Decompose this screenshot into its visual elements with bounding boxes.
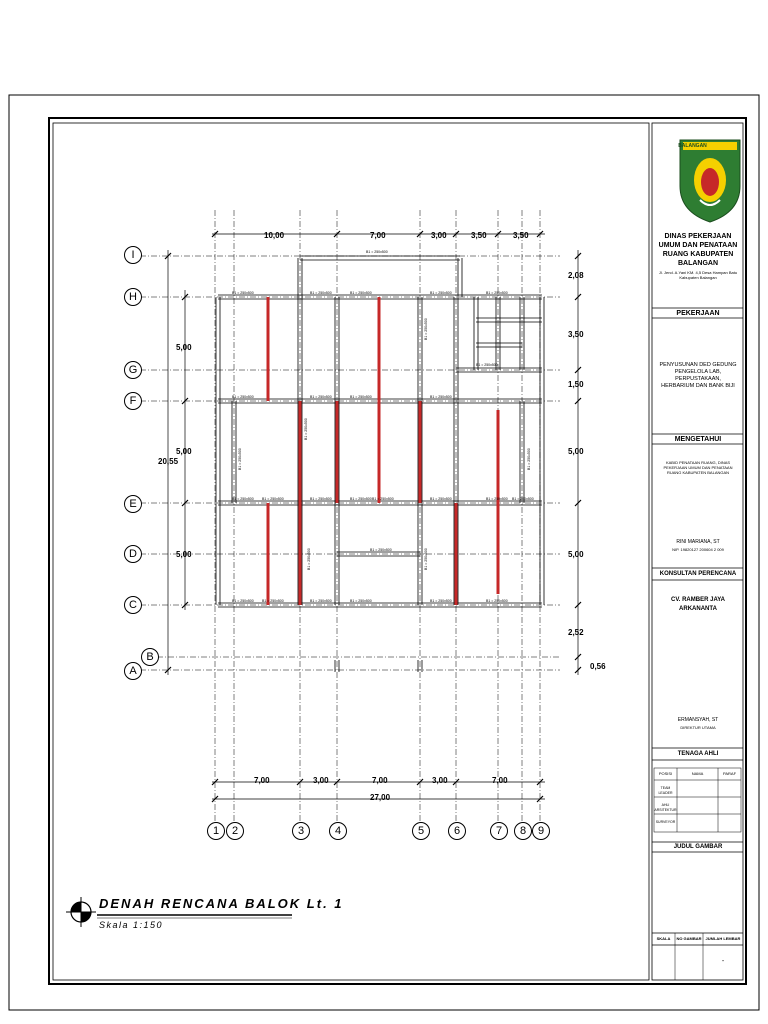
grid-bubble-row-i: I xyxy=(124,246,142,264)
ta-col-nama: NAMA xyxy=(691,771,704,776)
beam-labels xyxy=(232,250,534,603)
bottom-dim-2: 3,00 xyxy=(313,776,329,785)
mengetahui-nip: NIP. 19820127 200604 2 009 xyxy=(672,547,724,552)
beam-label: B1 = 250x500 xyxy=(512,497,534,501)
grid-bubble-row-g: G xyxy=(124,361,142,379)
grid-bubble-col-1: 1 xyxy=(207,822,225,840)
grid-bubble-col-8: 8 xyxy=(514,822,532,840)
beam-label: B1 = 250x500 xyxy=(430,291,452,295)
beam-label: B1 = 250x500 xyxy=(310,497,332,501)
grid-bubble-row-b: B xyxy=(141,648,159,666)
top-dim-2: 7,00 xyxy=(370,231,386,240)
konsultan-name: CV. RAMBER JAYA ARKANANTA xyxy=(670,597,726,612)
grid-bubble-col-4: 4 xyxy=(329,822,347,840)
beam-label: B1 = 250x500 xyxy=(310,599,332,603)
agency-name: DINAS PEKERJAAN UMUM DAN PENATAAN RUANG KABUPATEN BALANGAN xyxy=(658,233,738,267)
grid-bubble-col-3: 3 xyxy=(292,822,310,840)
top-dim-5: 3,50 xyxy=(513,231,529,240)
secondary-beam xyxy=(378,401,381,503)
tenaga-ahli-header: TENAGA AHLI xyxy=(677,751,719,757)
inner-border xyxy=(49,118,746,984)
right-dim-6: 2,52 xyxy=(568,628,584,637)
beam-label: B1 = 250x500 xyxy=(527,448,531,470)
beam-label: B1 = 250x500 xyxy=(232,599,254,603)
ta-row-team-leader: TEAM LEADER xyxy=(658,786,673,795)
bottom-dim-5: 7,00 xyxy=(492,776,508,785)
red-beam-lines xyxy=(267,297,500,605)
grid-bubble-row-d: D xyxy=(124,545,142,563)
beam-label: B1 = 250x500 xyxy=(310,395,332,399)
balangan-logo-icon xyxy=(680,140,740,222)
mengetahui-name: RINI MARIANA, ST xyxy=(676,539,720,545)
secondary-beam xyxy=(336,401,339,503)
ta-row-surveyor: SURVEYOR xyxy=(655,820,676,824)
pekerjaan-text: PENYUSUNAN DED GEDUNG PENGELOLA LAB, PERPUSTAKAAN, HERBARIUM DAN BANK BIJI xyxy=(659,362,737,389)
grid-bubble-col-9: 9 xyxy=(532,822,550,840)
top-dim-4: 3,50 xyxy=(471,231,487,240)
beam-label: B1 = 250x500 xyxy=(350,291,372,295)
left-dim-2: 5,00 xyxy=(176,447,192,456)
footer-no-gambar: NO GAMBAR xyxy=(676,936,702,941)
bottom-dim-3: 7,00 xyxy=(372,776,388,785)
ta-row-arsitektur: AHLI ARSITEKTUR xyxy=(654,803,677,812)
footer-jumlah-lembar: JUMLAH LEMBAR xyxy=(705,936,741,941)
beam-label: B1 = 250x500 xyxy=(350,395,372,399)
ta-col-posisi: POSISI xyxy=(658,771,673,776)
right-dim-5: 5,00 xyxy=(568,550,584,559)
beam-label: B1 = 250x500 xyxy=(372,497,394,501)
drawing-frame xyxy=(53,123,649,980)
beam-label: B1 = 250x500 xyxy=(307,548,311,570)
agency-address: Jl. Jend. A.Yani KM. 4,5 Desa Hampan Batu Kabupaten Balangan xyxy=(658,270,738,280)
right-dim-7: 0,56 xyxy=(590,662,606,671)
beam-label: B1 = 250x500 xyxy=(486,599,508,603)
logo-text: BALANGAN xyxy=(678,143,707,149)
beam-label: B1 = 250x500 xyxy=(476,363,498,367)
grid-bubble-row-a: A xyxy=(124,662,142,680)
left-dim-3: 5,00 xyxy=(176,550,192,559)
beam-label: B1 = 250x500 xyxy=(486,291,508,295)
grid-bubble-col-7: 7 xyxy=(490,822,508,840)
pekerjaan-header: PEKERJAAN xyxy=(676,310,720,317)
beam-label: B1 = 250x500 xyxy=(486,497,508,501)
grid-bubble-row-c: C xyxy=(124,596,142,614)
scale-label: Skala 1:150 xyxy=(99,920,164,930)
drawing-title: DENAH RENCANA BALOK Lt. 1 xyxy=(99,896,344,911)
beam-label: B1 = 250x500 xyxy=(350,599,372,603)
secondary-beam xyxy=(299,401,302,503)
grid-bubble-row-f: F xyxy=(124,392,142,410)
beam-label: B1 = 250x500 xyxy=(430,599,452,603)
judul-gambar-header: JUDUL GAMBAR xyxy=(673,844,723,850)
konsultan-person: ERMANSYAH, ST xyxy=(677,717,719,723)
beam-label: B1 = 250x500 xyxy=(238,448,242,470)
beam-label: B1 = 250x500 xyxy=(350,497,372,501)
beam-label: B1 = 250x500 xyxy=(304,418,308,440)
secondary-beam xyxy=(299,503,302,605)
right-dim-3: 1,50 xyxy=(568,380,584,389)
secondary-beam xyxy=(497,410,500,594)
beam-label: B1 = 250x500 xyxy=(262,497,284,501)
left-dim-1: 5,00 xyxy=(176,343,192,352)
secondary-beam xyxy=(267,510,270,605)
beam-label: B1 = 250x500 xyxy=(370,548,392,552)
bottom-total-dim: 27,00 xyxy=(370,793,391,802)
right-dim-2: 3,50 xyxy=(568,330,584,339)
left-total-dim: 20,55 xyxy=(158,457,179,466)
beam-label: B1 = 250x500 xyxy=(232,291,254,295)
secondary-beam xyxy=(455,503,458,605)
grid-bubble-col-2: 2 xyxy=(226,822,244,840)
beam-label: B1 = 250x500 xyxy=(310,291,332,295)
grid-bubble-col-5: 5 xyxy=(412,822,430,840)
top-dim-3: 3,00 xyxy=(431,231,447,240)
secondary-beam xyxy=(378,297,381,401)
mengetahui-role: KABID PENATAAN RUANG, DINAS PEKERJAAN UMUM DAN PENATAAN RUANG KABUPATEN BALANGAN xyxy=(663,460,733,475)
grid-bubble-row-e: E xyxy=(124,495,142,513)
grid-bubble-col-6: 6 xyxy=(448,822,466,840)
north-symbol-icon xyxy=(66,897,96,927)
footer-skala: SKALA xyxy=(656,936,671,941)
beam-label: B1 = 250x500 xyxy=(366,250,388,254)
beam-label: B1 = 250x500 xyxy=(424,548,428,570)
beam-label: B1 = 250x500 xyxy=(262,599,284,603)
bottom-dim-4: 3,00 xyxy=(432,776,448,785)
beam-label: B1 = 250x500 xyxy=(424,318,428,340)
bottom-dim-1: 7,00 xyxy=(254,776,270,785)
mengetahui-header: MENGETAHUI xyxy=(674,436,722,443)
beam-label: B1 = 250x500 xyxy=(232,395,254,399)
right-dim-1: 2,08 xyxy=(568,271,584,280)
grid-bubble-row-h: H xyxy=(124,288,142,306)
footer-value: - xyxy=(721,958,725,965)
ta-col-paraf: PARAF xyxy=(722,771,737,776)
secondary-beam xyxy=(419,401,422,503)
right-dim-4: 5,00 xyxy=(568,447,584,456)
secondary-beam xyxy=(267,297,270,401)
dimension-lines xyxy=(165,231,581,802)
top-dim-1: 10,00 xyxy=(264,231,285,240)
konsultan-role: DIREKTUR UTAMA xyxy=(680,725,716,730)
konsultan-header: KONSULTAN PERENCANA xyxy=(659,571,737,577)
beam-label: B1 = 250x500 xyxy=(430,497,452,501)
beam-label: B1 = 250x500 xyxy=(430,395,452,399)
beam-label: B1 = 250x500 xyxy=(232,497,254,501)
